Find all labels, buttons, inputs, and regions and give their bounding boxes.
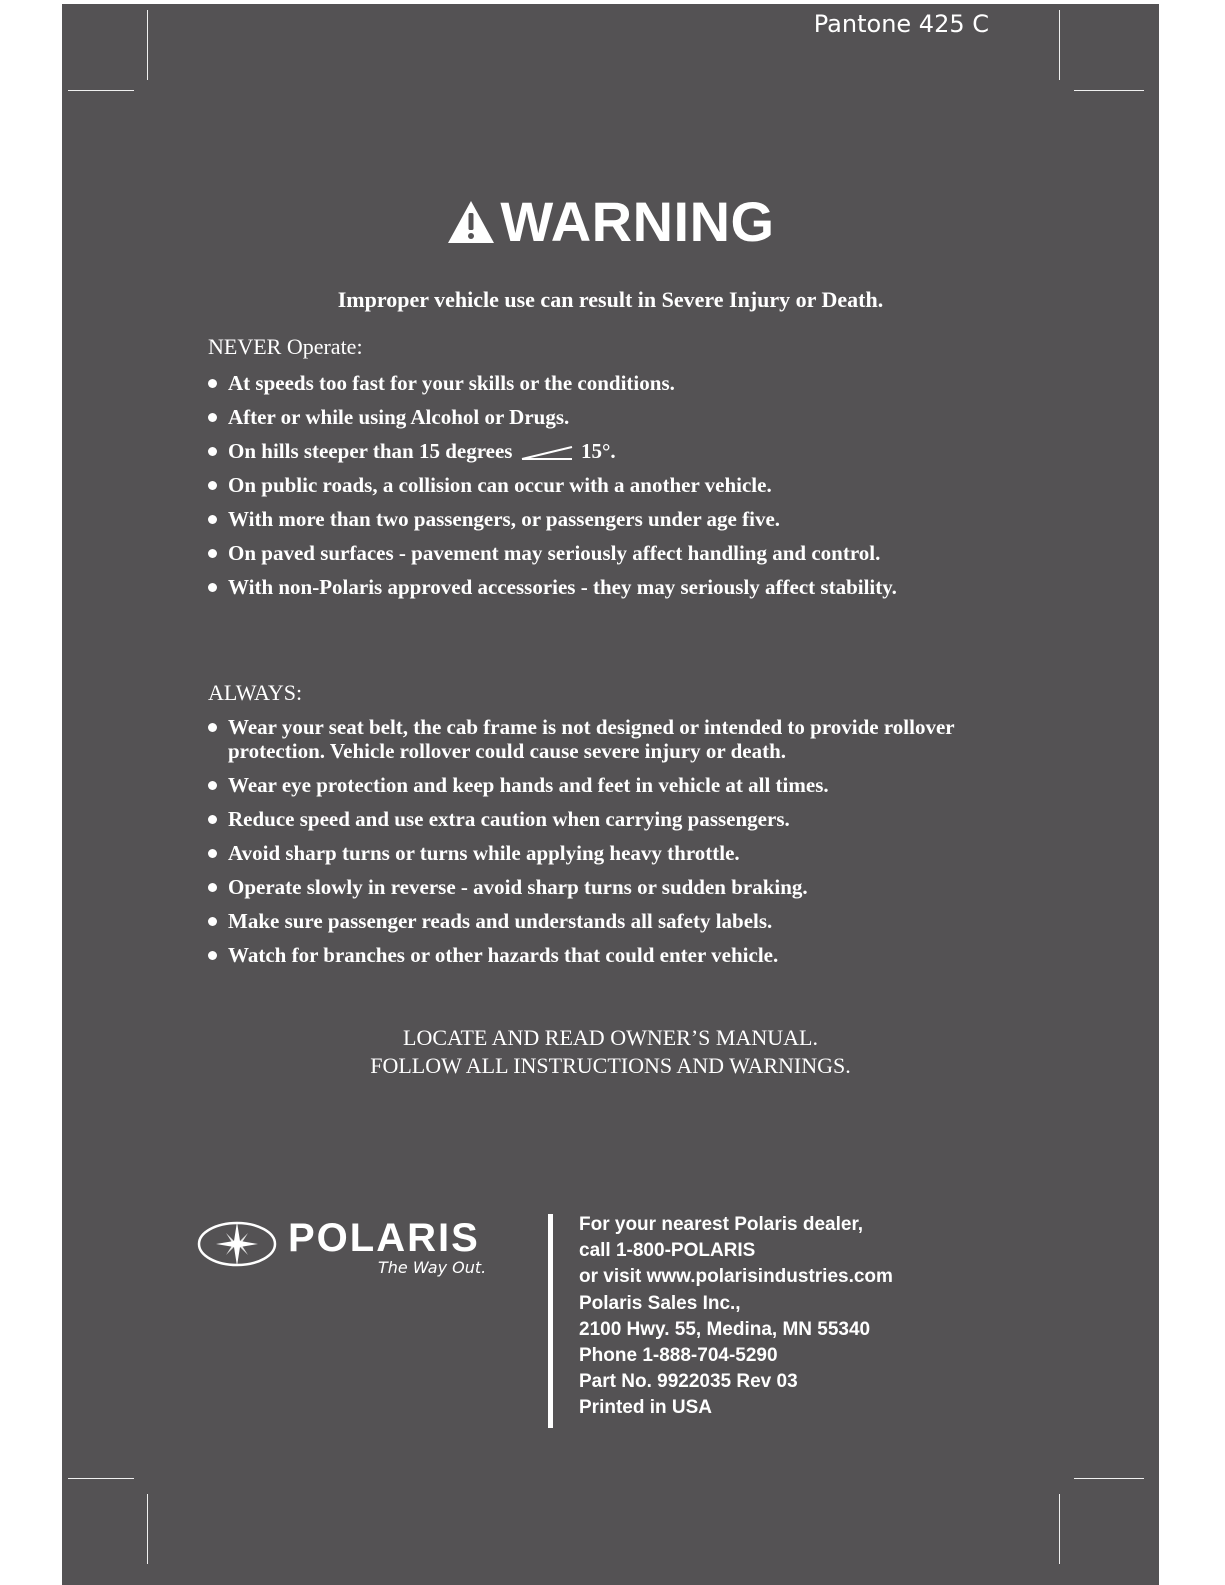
list-item: With non-Polaris approved accessories - they may seriously affect stability.	[208, 575, 1018, 599]
list-item: At speeds too fast for your skills or the conditions.	[208, 371, 1088, 395]
bullet-icon	[208, 481, 217, 490]
always-heading: ALWAYS:	[208, 680, 303, 705]
bullet-icon	[208, 815, 217, 824]
crop-mark	[1074, 90, 1144, 91]
pantone-label: Pantone 425 C	[813, 10, 989, 38]
angle-label: 15°.	[580, 439, 616, 463]
crop-mark	[1074, 1478, 1144, 1479]
brand-name: POLARIS	[288, 1216, 480, 1260]
bullet-icon	[208, 917, 217, 926]
warning-headline: Improper vehicle use can result in Severe Injury or Death.	[337, 287, 884, 312]
manual-notice-line: FOLLOW ALL INSTRUCTIONS AND WARNINGS.	[370, 1053, 851, 1078]
brand-tagline: The Way Out.	[378, 1258, 487, 1277]
divider	[548, 1214, 553, 1428]
dealer-info	[579, 1212, 893, 1422]
bullet-icon	[208, 583, 217, 592]
crop-mark	[1059, 1494, 1060, 1564]
never-list	[208, 371, 1088, 609]
north-star-emblem-icon	[196, 1218, 278, 1270]
dealer-line: or visit www.polarisindustries.com	[579, 1266, 893, 1288]
never-heading: NEVER Operate:	[208, 334, 363, 359]
dealer-line: call 1-800-POLARIS	[579, 1240, 756, 1262]
dealer-line: Printed in USA	[579, 1397, 713, 1419]
list-item: On public roads, a collision can occur with a another vehicle.	[208, 473, 1088, 497]
crop-mark	[68, 90, 134, 91]
bullet-icon	[208, 849, 217, 858]
always-list	[208, 715, 1088, 977]
list-item: With more than two passengers, or passengers under age five.	[208, 507, 1088, 531]
list-item: On hills steeper than 15 degrees 15°.	[208, 439, 1088, 463]
warning-header	[62, 189, 1159, 254]
bullet-icon	[208, 447, 217, 456]
crop-mark	[147, 10, 148, 80]
list-item: Make sure passenger reads and understands all safety labels.	[208, 909, 1088, 933]
dealer-line: For your nearest Polaris dealer,	[579, 1214, 864, 1235]
list-item: Watch for branches or other hazards that could enter vehicle.	[208, 943, 1088, 967]
bullet-icon	[208, 549, 217, 558]
dealer-line: Part No. 9922035 Rev 03	[579, 1371, 798, 1393]
manual-notice	[62, 1024, 1159, 1080]
list-item: Operate slowly in reverse - avoid sharp turns or sudden braking.	[208, 875, 1088, 899]
warning-triangle-icon	[446, 199, 496, 245]
dealer-line: 2100 Hwy. 55, Medina, MN 55340	[579, 1318, 871, 1340]
bullet-icon	[208, 379, 217, 388]
slope-angle-icon	[518, 443, 576, 463]
warning-card	[62, 4, 1159, 1585]
bullet-icon	[208, 781, 217, 790]
list-item: Avoid sharp turns or turns while applying heavy throttle.	[208, 841, 1088, 865]
crop-mark	[1059, 10, 1060, 80]
bullet-icon	[208, 413, 217, 422]
dealer-line: Polaris Sales Inc.,	[579, 1292, 741, 1314]
manual-notice-line: LOCATE AND READ OWNER’S MANUAL.	[403, 1025, 818, 1050]
bullet-icon	[208, 883, 217, 892]
bullet-icon	[208, 723, 217, 732]
list-item: Wear eye protection and keep hands and feet in vehicle at all times.	[208, 773, 1088, 797]
list-item: On paved surfaces - pavement may seriously affect handling and control.	[208, 541, 928, 565]
bullet-icon	[208, 515, 217, 524]
list-item: Reduce speed and use extra caution when carrying passengers.	[208, 807, 1088, 831]
bullet-icon	[208, 951, 217, 960]
dealer-line: Phone 1-888-704-5290	[579, 1345, 778, 1367]
warning-title	[446, 189, 774, 254]
list-item: After or while using Alcohol or Drugs.	[208, 405, 1088, 429]
list-item: Wear your seat belt, the cab frame is not designed or intended to provide rollover protection. Vehicle rollover could cause severe injury or death.	[208, 715, 1018, 763]
crop-mark	[68, 1478, 134, 1479]
warning-title-text: WARNING	[500, 190, 775, 253]
crop-mark	[147, 1494, 148, 1564]
polaris-logo	[196, 1214, 526, 1284]
